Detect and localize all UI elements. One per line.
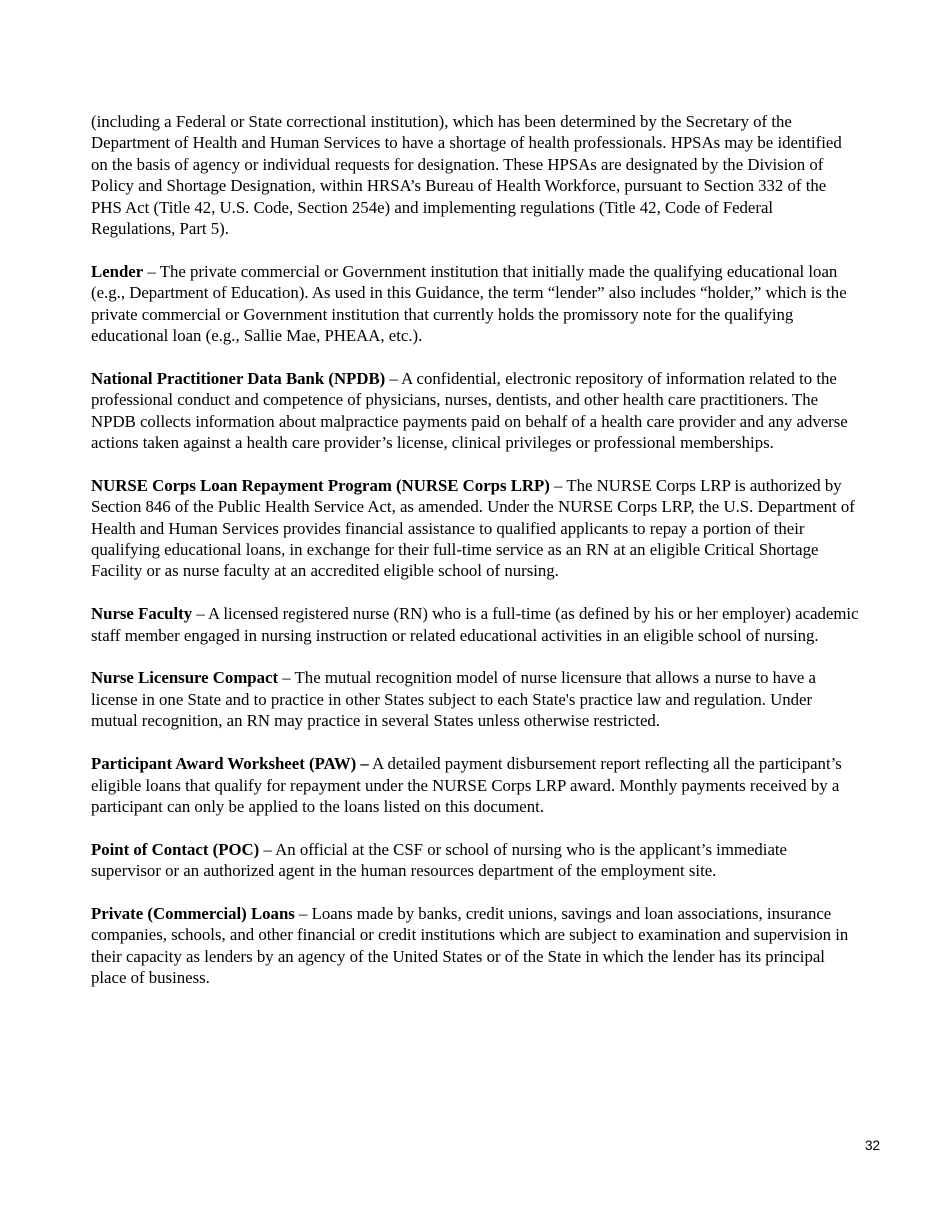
- definition-separator: –: [294, 903, 312, 923]
- definition-npdb: [91, 368, 861, 454]
- definition-term: Point of Contact (POC): [91, 839, 260, 859]
- definition-term: NURSE Corps Loan Repayment Program (NURSE Corps LRP): [91, 475, 550, 495]
- definition-nurse-faculty: [91, 603, 861, 646]
- definition-separator: –: [549, 475, 567, 495]
- definition-separator: –: [278, 668, 295, 688]
- definition-separator: –: [259, 839, 276, 859]
- definition-text: An official at the CSF or school of nursing who is the applicant’s immediate supervisor or an authorized agent in the human resources department of the employment site.: [91, 839, 788, 881]
- definition-lender: [91, 261, 861, 347]
- definition-separator: –: [192, 604, 208, 624]
- definition-text: The mutual recognition model of nurse licensure that allows a nurse to have a license in one State and to practice in other States subject to each State's practice law and regulation. Under mutual recognition, an RN may practice in several States unless otherwise restricted.: [91, 668, 817, 731]
- definition-text: The NURSE Corps LRP is authorized by Section 846 of the Public Health Service Act, as amended. Under the NURSE Corps LRP, the U.S. Department of Health and Human Services provides financial assistance to qualified applicants to repay a portion of their qualifying educational loans, in exchange for their full-time service as an RN at an eligible Critical Shortage Facility or as nurse faculty at an accredited eligible school of nursing.: [91, 475, 855, 581]
- definition-separator: –: [143, 261, 160, 281]
- page-number: 32: [864, 1138, 880, 1153]
- definition-separator: –: [385, 368, 402, 388]
- definition-text: A detailed payment disbursement report reflecting all the participant’s eligible loans that qualify for repayment under the NURSE Corps LRP award. Monthly payments received by a participant can only be applied to the loans listed on this document.: [91, 754, 842, 816]
- definition-text: A confidential, electronic repository of information related to the professional conduct and competence of physicians, nurses, dentists, and other health care practitioners. The NPDB collects information about malpractice payments paid on behalf of a health care provider and any adverse actions taken against a health care provider’s license, clinical privileges or professional memberships.: [91, 368, 848, 453]
- glossary-content: [91, 111, 861, 1010]
- definition-private-loans: [91, 903, 861, 989]
- definition-poc: [91, 839, 861, 882]
- definition-nurse-corps-lrp: [91, 475, 861, 582]
- definition-text: A licensed registered nurse (RN) who is a full-time (as defined by his or her employer) academic staff member engaged in nursing instruction or related educational activities in an eligible school of nursing.: [91, 604, 859, 645]
- definition-term: Nurse Faculty: [91, 604, 193, 624]
- definition-term: Private (Commercial) Loans: [91, 903, 295, 923]
- definition-term: Participant Award Worksheet (PAW) –: [91, 754, 369, 774]
- definition-term: Lender: [91, 261, 144, 281]
- definition-term: Nurse Licensure Compact: [91, 668, 279, 688]
- definition-term: National Practitioner Data Bank (NPDB): [91, 368, 386, 388]
- definition-text: Loans made by banks, credit unions, savings and loan associations, insurance companies, schools, and other financial or credit institutions which are subject to examination and supervision in their capacity as lenders by an agency of the United States or of the State in which the lender has its principal place of business.: [91, 903, 849, 988]
- intro-paragraph: (including a Federal or State correctional institution), which has been determined by the Secretary of the Department of Health and Human Services to have a shortage of health professionals. HPSAs may be identified on the basis of agency or individual requests for designation. These HPSAs are designated by the Division of Policy and Shortage Designation, within HRSA’s Bureau of Health Workforce, pursuant to Section 332 of the PHS Act (Title 42, U.S. Code, Section 254e) and implementing regulations (Title 42, Code of Federal Regulations, Part 5).: [91, 112, 842, 239]
- definition-paw: [91, 753, 861, 817]
- definition-text: The private commercial or Government institution that initially made the qualifying educational loan (e.g., Department of Education). As used in this Guidance, the term “lender” also includes “holder,” which is the private commercial or Government institution that currently holds the promissory note for the qualifying educational loan (e.g., Sallie Mae, PHEAA, etc.).: [91, 261, 847, 346]
- definition-nurse-licensure-compact: [91, 667, 861, 731]
